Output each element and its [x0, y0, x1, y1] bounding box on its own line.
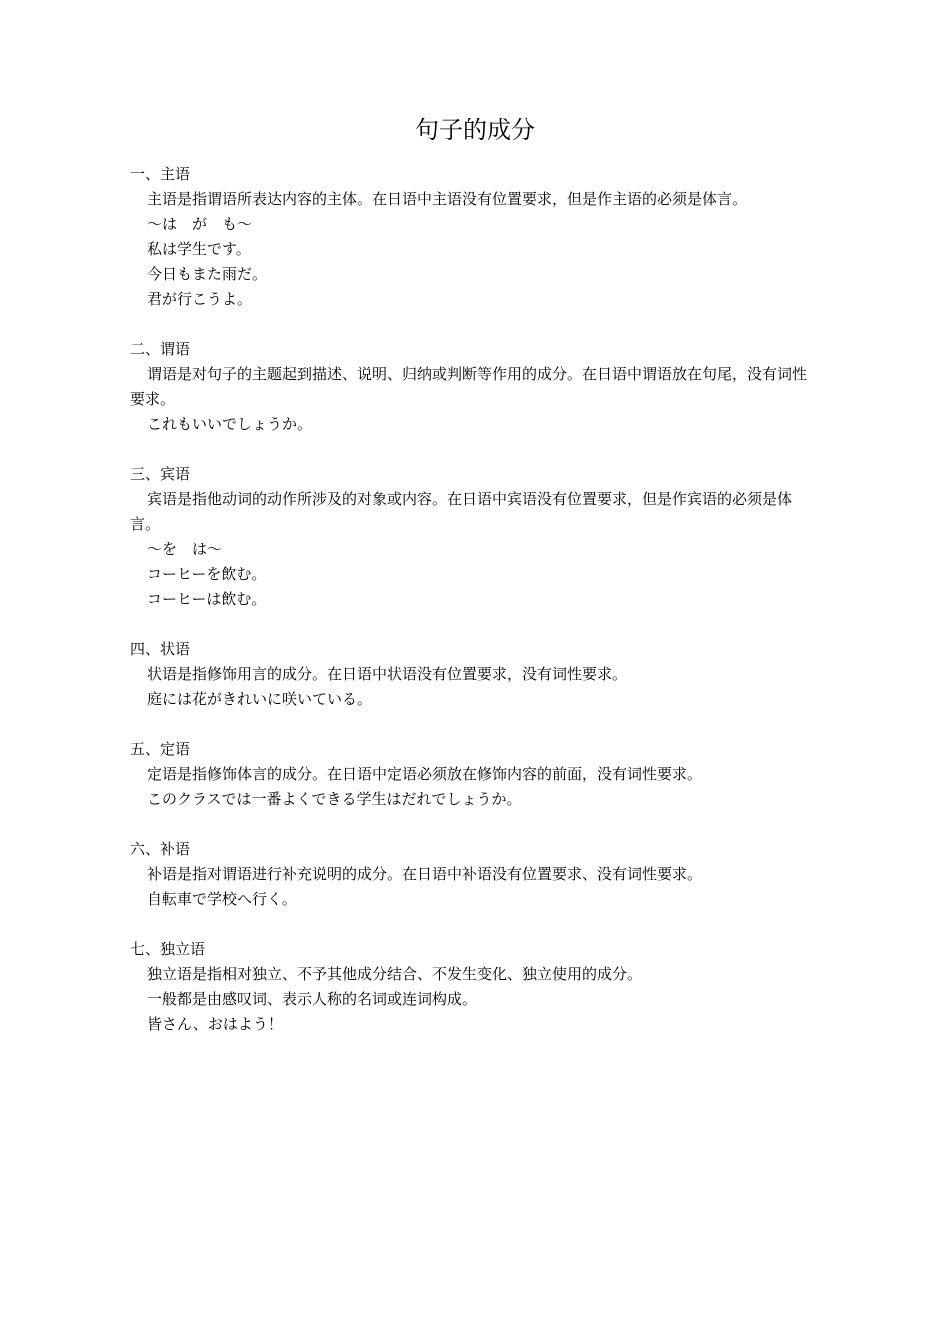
- example-line: 君が行こうよ。: [147, 290, 253, 308]
- section-heading: 五、定语: [130, 740, 191, 758]
- example-line: 皆さん、おはよう！: [147, 1015, 283, 1033]
- section-heading: 一、主语: [130, 165, 191, 183]
- section-independent: [130, 937, 830, 1037]
- section-description: 宾语是指他动词的动作所涉及的对象或内容。在日语中宾语没有位置要求，但是作宾语的必须是体言。: [130, 490, 793, 533]
- section-attributive: [130, 737, 830, 812]
- section-heading: 二、谓语: [130, 340, 191, 358]
- example-line: ～は が も～: [147, 215, 253, 233]
- section-description: 补语是指对谓语进行补充说明的成分。在日语中补语没有位置要求、没有词性要求。: [147, 865, 703, 883]
- section-description: 独立语是指相对独立、不予其他成分结合、不发生变化、独立使用的成分。: [147, 965, 643, 983]
- section-heading: 七、独立语: [130, 940, 206, 958]
- example-line: コーヒーを飲む。: [147, 565, 267, 583]
- example-line: 私は学生です。: [147, 240, 251, 258]
- section-description: 状语是指修饰用言的成分。在日语中状语没有位置要求，没有词性要求。: [147, 665, 628, 683]
- example-line: 自転車で学校へ行く。: [147, 890, 297, 908]
- section-heading: 三、宾语: [130, 465, 191, 483]
- document-title: 句子的成分: [415, 116, 535, 144]
- example-line: これもいいでしょうか。: [147, 415, 313, 433]
- section-predicate: [130, 337, 830, 437]
- section-subject: [130, 162, 830, 312]
- example-line: コーヒーは飲む。: [147, 590, 267, 608]
- section-complement: [130, 837, 830, 912]
- document-body: [130, 162, 830, 1062]
- section-description: 一般都是由感叹词、表示人称的名词或连词构成。: [147, 990, 478, 1008]
- section-adverbial: [130, 637, 830, 712]
- section-description: 谓语是对句子的主题起到描述、说明、归纳或判断等作用的成分。在日语中谓语放在句尾，没有词性要求。: [130, 365, 808, 408]
- example-line: 庭には花がきれいに咲いている。: [147, 690, 373, 708]
- example-line: ～を は～: [147, 540, 223, 558]
- section-description: 定语是指修饰体言的成分。在日语中定语必须放在修饰内容的前面，没有词性要求。: [147, 765, 703, 783]
- example-line: このクラスでは一番よくできる学生はだれでしょうか。: [147, 790, 522, 808]
- section-heading: 四、状语: [130, 640, 191, 658]
- example-line: 今日もまた雨だ。: [147, 265, 268, 283]
- section-heading: 六、补语: [130, 840, 191, 858]
- section-object: [130, 462, 830, 612]
- section-description: 主语是指谓语所表达内容的主体。在日语中主语没有位置要求，但是作主语的必须是体言。: [147, 190, 748, 208]
